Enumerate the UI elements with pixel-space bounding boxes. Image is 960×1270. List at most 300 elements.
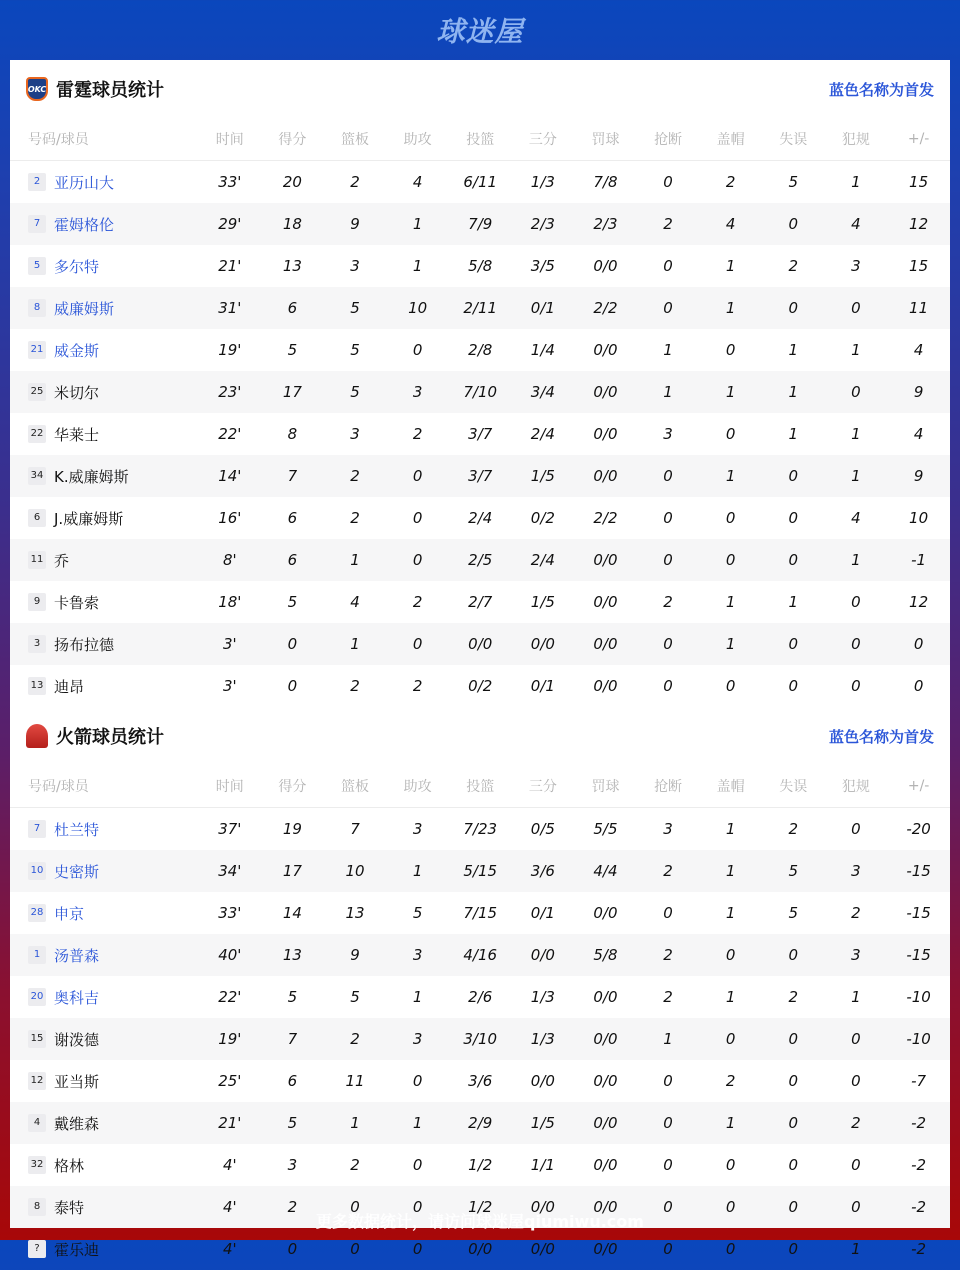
column-header[interactable]: 投篮 (449, 118, 512, 161)
stat-cell: 3 (350, 257, 360, 275)
column-header[interactable]: 篮板 (324, 765, 387, 808)
stat-cell: 0 (324, 1186, 387, 1228)
column-header[interactable]: 犯规 (825, 118, 888, 161)
column-header[interactable]: 助攻 (386, 118, 449, 161)
stat-cell: 0/0 (593, 425, 618, 443)
stat-cell: 0 (412, 341, 423, 359)
stat-cell: 2 (637, 934, 700, 976)
stat-cell: 5 (762, 850, 825, 892)
stat-cell: -1 (887, 539, 950, 581)
stat-cell: 2/9 (449, 1102, 512, 1144)
stat-cell: 0 (788, 1072, 799, 1090)
stat-cell: 2 (324, 1018, 387, 1060)
player-name[interactable]: 史密斯 (54, 862, 100, 881)
stat-cell: 0 (825, 623, 888, 665)
table-row[interactable] (10, 161, 950, 204)
player-cell[interactable] (10, 1102, 199, 1144)
stat-cell: 10 (386, 287, 449, 329)
column-header[interactable]: +/- (887, 118, 950, 161)
stat-cell: 2 (825, 1102, 888, 1144)
stat-cell: -2 (887, 1186, 950, 1228)
stat-cell: 21' (218, 257, 242, 275)
column-header[interactable]: 号码/球员 (10, 118, 199, 161)
table-row[interactable] (10, 1144, 950, 1186)
stat-cell: 4 (851, 509, 861, 527)
stat-cell: 7 (350, 820, 360, 838)
jersey-number: 8 (28, 299, 46, 317)
stat-cell: 0 (788, 677, 799, 695)
stat-cell: 7/8 (593, 173, 618, 191)
player-cell[interactable] (10, 161, 199, 204)
stat-cell: 2 (788, 257, 799, 275)
player-name[interactable]: 乔 (54, 551, 70, 570)
column-header[interactable]: 助攻 (386, 765, 449, 808)
column-header[interactable]: 时间 (199, 118, 262, 161)
stat-cell: 17 (261, 850, 324, 892)
table-row[interactable] (10, 892, 950, 934)
stat-cell: 0/0 (593, 257, 618, 275)
stat-cell: 0 (637, 1102, 700, 1144)
stat-cell: 0 (663, 1240, 673, 1258)
stat-cell: 22' (218, 425, 242, 443)
player-cell[interactable] (10, 1060, 199, 1102)
stat-cell: 5/8 (574, 934, 637, 976)
stat-cell: 1 (851, 1240, 861, 1258)
stat-cell: 0/0 (593, 1240, 618, 1258)
stat-cell: 0/0 (593, 1156, 618, 1174)
jersey-number: 13 (28, 677, 46, 695)
jersey-number: 3 (28, 635, 46, 653)
stat-cell: 13 (282, 257, 302, 275)
player-name[interactable]: 亚当斯 (54, 1072, 100, 1091)
column-header[interactable]: 投篮 (449, 765, 512, 808)
stat-cell: 0/0 (512, 934, 575, 976)
stat-cell: 5 (350, 988, 360, 1006)
stat-cell: 0 (825, 1186, 888, 1228)
player-name[interactable]: 格林 (54, 1156, 85, 1175)
table-row[interactable] (10, 329, 950, 371)
stat-cell: 0/0 (512, 623, 575, 665)
stat-cell: 5 (287, 988, 298, 1006)
stat-cell: 0 (725, 509, 736, 527)
table-row[interactable] (10, 245, 950, 287)
stat-cell: 1 (699, 371, 762, 413)
column-header[interactable]: 三分 (512, 765, 575, 808)
column-header[interactable]: 罚球 (574, 118, 637, 161)
jersey-number: 8 (28, 1198, 46, 1216)
stat-cell: 1/5 (530, 593, 555, 611)
team-section-1 (10, 707, 950, 1270)
stat-cell: 0/0 (468, 1240, 493, 1258)
player-name[interactable]: 霍乐迪 (54, 1240, 100, 1259)
player-cell[interactable] (10, 371, 199, 413)
table-row[interactable] (10, 1018, 950, 1060)
jersey-number: 6 (28, 509, 46, 527)
player-name[interactable]: 扬布拉德 (54, 635, 115, 654)
stat-cell: 0 (386, 1186, 449, 1228)
stat-cell: 0 (762, 287, 825, 329)
stat-cell: 0 (637, 455, 700, 497)
player-cell[interactable] (10, 1018, 199, 1060)
stat-cell: 0 (412, 509, 423, 527)
table-header-row (10, 765, 950, 808)
stat-cell: 2/7 (468, 593, 493, 611)
stat-cell: 7 (261, 1018, 324, 1060)
stat-cell: 1 (788, 593, 799, 611)
stat-cell: 3' (199, 623, 262, 665)
section-header (10, 707, 950, 765)
stat-cell: 2/4 (512, 539, 575, 581)
stat-cell: 0 (663, 677, 673, 695)
stat-cell: 0 (699, 539, 762, 581)
stat-cell: 1 (637, 371, 700, 413)
player-cell[interactable] (10, 329, 199, 371)
column-header[interactable]: 盖帽 (699, 765, 762, 808)
stat-cell: 1/1 (530, 1156, 555, 1174)
stat-cell: 1 (386, 203, 449, 245)
player-name[interactable]: K.威廉姆斯 (54, 467, 129, 486)
stat-cell: 10 (324, 850, 387, 892)
player-cell[interactable] (10, 539, 199, 581)
player-name[interactable]: 华莱士 (54, 425, 100, 444)
table-row[interactable] (10, 455, 950, 497)
player-name[interactable]: 泰特 (54, 1198, 85, 1217)
column-header[interactable]: +/- (887, 765, 950, 808)
stat-cell: 3' (222, 677, 237, 695)
stat-cell: 5 (324, 287, 387, 329)
player-cell[interactable] (10, 455, 199, 497)
stat-cell: 0/0 (593, 341, 618, 359)
stat-cell: 1 (851, 425, 861, 443)
player-cell[interactable] (10, 497, 199, 539)
stat-cell: 3 (386, 1018, 449, 1060)
stat-cell: 1 (699, 1102, 762, 1144)
team-title (26, 723, 164, 749)
stat-cell: 7/15 (463, 904, 498, 922)
stat-cell: 2/4 (530, 425, 555, 443)
stat-cell: 25' (218, 1072, 242, 1090)
player-cell[interactable] (10, 581, 199, 623)
stat-cell: 12 (887, 203, 950, 245)
stat-cell: 3 (825, 934, 888, 976)
stat-cell: 0 (637, 623, 700, 665)
stat-cell: 1/2 (468, 1156, 493, 1174)
column-header[interactable]: 失误 (762, 118, 825, 161)
player-name[interactable]: 杜兰特 (54, 820, 100, 839)
team-section-0 (10, 60, 950, 707)
stat-cell: 2 (637, 203, 700, 245)
column-header[interactable]: 失误 (762, 765, 825, 808)
stat-cell: 2 (412, 593, 423, 611)
player-cell[interactable] (10, 203, 199, 245)
stat-cell: 0 (699, 1018, 762, 1060)
player-cell[interactable] (10, 245, 199, 287)
stat-cell: 0/0 (512, 1186, 575, 1228)
stat-cell: -2 (911, 1240, 927, 1258)
stat-cell: 6/11 (463, 173, 498, 191)
player-name[interactable]: 威金斯 (54, 341, 100, 360)
stat-cell: 3 (412, 820, 423, 838)
stat-cell: 0 (851, 1156, 861, 1174)
table-row[interactable] (10, 808, 950, 851)
stat-cell: 0/0 (574, 623, 637, 665)
stat-cell: 2 (663, 988, 673, 1006)
table-row[interactable] (10, 287, 950, 329)
player-name[interactable]: 申京 (54, 904, 85, 923)
stat-cell: 2 (350, 677, 360, 695)
player-name[interactable]: 霍姆格伦 (54, 215, 115, 234)
stat-cell: 0/0 (530, 1072, 555, 1090)
stat-cell: 0/0 (574, 1102, 637, 1144)
stat-cell: 16' (218, 509, 242, 527)
stat-cell: -20 (906, 820, 931, 838)
jersey-number: 25 (28, 383, 46, 401)
stat-cell: 0 (762, 623, 825, 665)
stat-cell: 34' (199, 850, 262, 892)
player-name[interactable]: 戴维森 (54, 1114, 100, 1133)
table-row[interactable] (10, 1060, 950, 1102)
stat-cell: 9 (324, 203, 387, 245)
stat-cell: 0 (699, 934, 762, 976)
column-header[interactable]: 罚球 (574, 765, 637, 808)
column-header[interactable]: 得分 (261, 765, 324, 808)
stat-cell: 23' (199, 371, 262, 413)
stat-cell: 0 (762, 203, 825, 245)
player-cell[interactable] (10, 413, 199, 455)
player-cell[interactable] (10, 623, 199, 665)
player-name[interactable]: 卡鲁索 (54, 593, 100, 612)
stat-cell: 4' (222, 1240, 237, 1258)
top-header (0, 0, 960, 60)
jersey-number: 5 (28, 257, 46, 275)
stat-cell: 1 (663, 341, 673, 359)
stat-cell: 0/0 (593, 904, 618, 922)
stat-cell: 33' (218, 904, 242, 922)
stat-cell: 2 (788, 820, 799, 838)
stat-cell: 6 (287, 509, 298, 527)
stat-cell: 5 (788, 173, 799, 191)
stat-cell: 3/7 (468, 425, 493, 443)
player-name[interactable]: J.威廉姆斯 (54, 509, 124, 528)
stat-cell: 1/2 (449, 1186, 512, 1228)
stat-cell: 0 (788, 509, 799, 527)
stat-cell: 1 (386, 850, 449, 892)
stat-cell: 5/8 (468, 257, 493, 275)
stat-cell: 0/1 (512, 287, 575, 329)
player-cell[interactable] (10, 976, 199, 1018)
jersey-number: ? (28, 1240, 46, 1258)
table-row[interactable] (10, 497, 950, 539)
stat-cell: 1 (788, 425, 799, 443)
stat-cell: 6 (261, 539, 324, 581)
player-cell[interactable] (10, 850, 199, 892)
stat-cell: -15 (906, 904, 931, 922)
column-header[interactable]: 抢断 (637, 118, 700, 161)
stat-cell: 8 (287, 425, 298, 443)
stat-cell: 5 (287, 341, 298, 359)
table-row[interactable] (10, 371, 950, 413)
stat-cell: 3 (825, 850, 888, 892)
stat-cell: 4' (222, 1156, 237, 1174)
player-cell[interactable] (10, 934, 199, 976)
stat-cell: 4 (825, 203, 888, 245)
stat-cell: 1 (324, 539, 387, 581)
stat-cell: 2/6 (468, 988, 493, 1006)
stat-cell: 2/2 (593, 509, 618, 527)
stat-cell: 0 (287, 1240, 298, 1258)
footer-text: 更多数据统计，请访问球迷屋qiumiwu.com (316, 1211, 644, 1231)
stat-cell: 5/15 (449, 850, 512, 892)
player-cell[interactable] (10, 665, 199, 707)
jersey-number: 21 (28, 341, 46, 359)
stat-cell: 3/5 (530, 257, 555, 275)
stat-cell: 0 (851, 677, 861, 695)
table-row[interactable] (10, 934, 950, 976)
stat-cell: 1 (324, 623, 387, 665)
player-name[interactable]: 亚历山大 (54, 173, 115, 192)
jersey-number: 12 (28, 1072, 46, 1090)
stat-cell: 1 (851, 988, 861, 1006)
column-header[interactable]: 三分 (512, 118, 575, 161)
stat-cell: 7/10 (449, 371, 512, 413)
stat-cell: 0 (699, 1186, 762, 1228)
player-cell[interactable] (10, 287, 199, 329)
stat-cell: 2 (851, 904, 861, 922)
player-name[interactable]: 威廉姆斯 (54, 299, 115, 318)
player-name[interactable]: 谢泼德 (54, 1030, 100, 1049)
table-row[interactable] (10, 850, 950, 892)
jersey-number: 9 (28, 593, 46, 611)
jersey-number: 4 (28, 1114, 46, 1132)
stat-cell: 2/3 (512, 203, 575, 245)
stat-cell: 10 (909, 509, 929, 527)
stat-cell: 0 (386, 623, 449, 665)
player-cell[interactable] (10, 1144, 199, 1186)
jersey-number: 28 (28, 904, 46, 922)
stat-cell: 6 (287, 1072, 298, 1090)
player-stats-table (10, 118, 950, 707)
stat-cell: 1 (637, 1018, 700, 1060)
stat-cell: 3 (386, 934, 449, 976)
player-name[interactable]: 米切尔 (54, 383, 100, 402)
stat-cell: 12 (909, 593, 929, 611)
stat-cell: 0 (887, 623, 950, 665)
stat-cell: 1 (699, 455, 762, 497)
stat-cell: 0 (412, 1072, 423, 1090)
stat-cell: 0 (762, 1018, 825, 1060)
jersey-number: 2 (28, 173, 46, 191)
team-title-text: 火箭球员统计 (56, 727, 164, 748)
table-row[interactable] (10, 623, 950, 665)
stat-cell: 18' (218, 593, 242, 611)
stat-cell: -10 (906, 988, 931, 1006)
stat-cell: 19 (282, 820, 302, 838)
stat-cell: 0 (637, 287, 700, 329)
stat-cell: 0 (663, 509, 673, 527)
stat-cell: 0 (788, 1240, 799, 1258)
stat-cell: 0/0 (574, 455, 637, 497)
stat-cell: 0 (851, 593, 861, 611)
stat-cell: 0 (412, 1240, 423, 1258)
stat-cell: 0 (825, 371, 888, 413)
player-name[interactable]: 迪昂 (54, 677, 85, 696)
column-header[interactable]: 得分 (261, 118, 324, 161)
table-row[interactable] (10, 581, 950, 623)
player-name[interactable]: 奥科吉 (54, 988, 100, 1007)
stat-cell: 1 (412, 988, 423, 1006)
stat-cell: 5 (412, 904, 423, 922)
stat-cell: 1 (324, 1102, 387, 1144)
stat-cell: 3/4 (512, 371, 575, 413)
jersey-number: 11 (28, 551, 46, 569)
column-header[interactable]: 犯规 (825, 765, 888, 808)
table-row[interactable] (10, 413, 950, 455)
player-cell[interactable] (10, 892, 199, 934)
stat-cell: 1/3 (530, 988, 555, 1006)
stat-cell: 0 (825, 287, 888, 329)
stat-cell: 9 (887, 371, 950, 413)
stat-cell: 2 (637, 850, 700, 892)
stat-cell: 0/0 (574, 1018, 637, 1060)
stat-cell: 5 (261, 1102, 324, 1144)
stat-cell: 2/5 (449, 539, 512, 581)
stat-cell: 17 (261, 371, 324, 413)
stat-cell: -2 (887, 1102, 950, 1144)
stat-cell: 2/11 (449, 287, 512, 329)
stat-cell: 20 (282, 173, 302, 191)
column-header[interactable]: 篮板 (324, 118, 387, 161)
stat-cell: 1/3 (512, 1018, 575, 1060)
table-row[interactable] (10, 1102, 950, 1144)
stat-cell: 0 (851, 820, 861, 838)
stat-cell: 0/2 (530, 509, 555, 527)
stat-cell: 3/7 (449, 455, 512, 497)
stat-cell: 0 (287, 677, 298, 695)
stat-cell: 0 (762, 1102, 825, 1144)
stat-cell: 3 (851, 257, 861, 275)
stat-cell: 6 (261, 287, 324, 329)
stat-cell: 0 (762, 934, 825, 976)
table-row[interactable] (10, 665, 950, 707)
section-header (10, 60, 950, 118)
stat-cell: 1 (825, 455, 888, 497)
stat-cell: 4 (699, 203, 762, 245)
stat-cell: -15 (887, 850, 950, 892)
player-name[interactable]: 汤普森 (54, 946, 100, 965)
table-row[interactable] (10, 976, 950, 1018)
column-header[interactable]: 盖帽 (699, 118, 762, 161)
footer-banner[interactable] (0, 1200, 960, 1240)
site-logo: 球迷屋 (436, 15, 524, 48)
player-cell[interactable] (10, 808, 199, 851)
stat-cell: -10 (887, 1018, 950, 1060)
stat-cell: 0 (386, 539, 449, 581)
okc-thunder-logo-icon: OKC (26, 77, 48, 101)
stat-cell: 1 (699, 623, 762, 665)
jersey-number: 15 (28, 1030, 46, 1048)
column-header[interactable]: 时间 (199, 765, 262, 808)
stat-cell: 2 (412, 425, 423, 443)
table-row[interactable] (10, 539, 950, 581)
stat-cell: 0/0 (593, 1072, 618, 1090)
column-header[interactable]: 抢断 (637, 765, 700, 808)
column-header[interactable]: 号码/球员 (10, 765, 199, 808)
player-name[interactable]: 多尔特 (54, 257, 100, 276)
stat-cell: 0 (261, 623, 324, 665)
table-row[interactable] (10, 203, 950, 245)
stat-cell: 0/0 (449, 623, 512, 665)
stat-cell: 9 (324, 934, 387, 976)
